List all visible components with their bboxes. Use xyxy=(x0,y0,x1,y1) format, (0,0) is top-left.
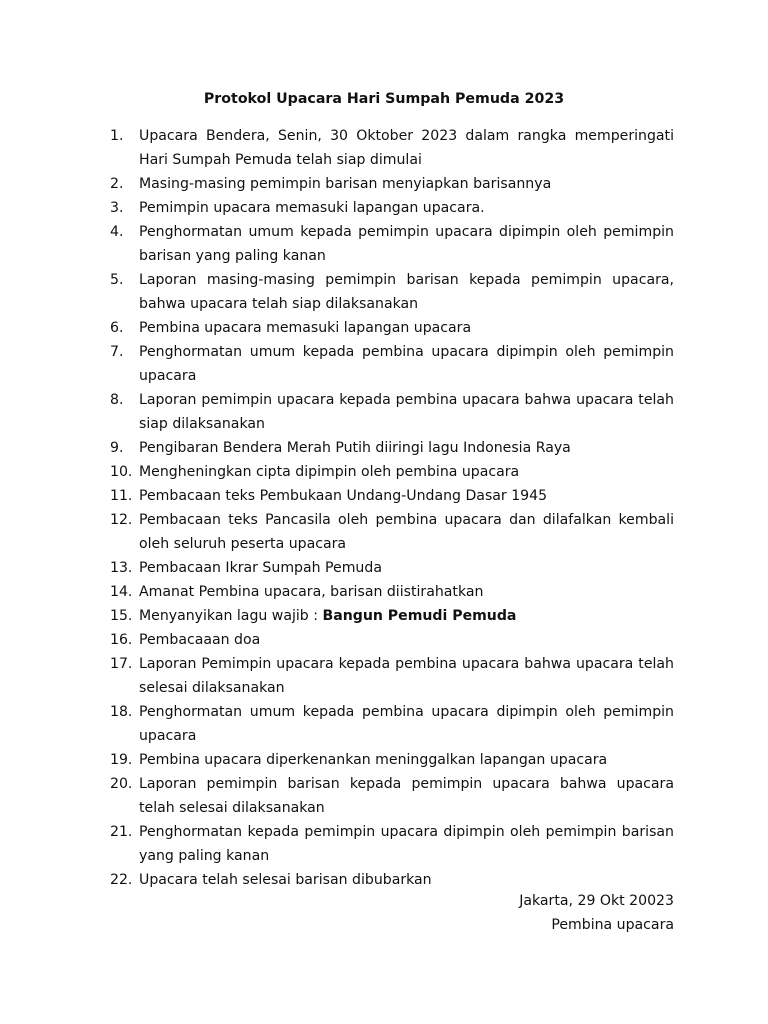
list-item-text: Menyanyikan lagu wajib : xyxy=(139,608,323,624)
list-item-number: 3. xyxy=(110,200,124,216)
list-item-text: Penghormatan kepada pemimpin upacara dipimpin oleh pemimpin barisan yang paling kanan xyxy=(139,824,674,864)
list-item-number: 9. xyxy=(110,440,124,456)
list-item-number: 4. xyxy=(110,224,124,240)
list-item xyxy=(110,580,674,604)
list-item xyxy=(110,124,674,172)
list-item xyxy=(110,652,674,700)
list-item-number: 5. xyxy=(110,272,124,288)
list-item xyxy=(110,772,674,820)
list-item-number: 11. xyxy=(110,488,133,504)
document-title: Protokol Upacara Hari Sumpah Pemuda 2023 xyxy=(203,91,565,107)
list-item-text: Masing-masing pemimpin barisan menyiapkan barisannya xyxy=(139,176,552,192)
list-item-number: 12. xyxy=(110,512,133,528)
list-item-text: Pembacaan teks Pembukaan Undang-Undang Dasar 1945 xyxy=(139,488,548,504)
list-item-text: Upacara telah selesai barisan dibubarkan xyxy=(139,872,432,888)
list-item-number: 18. xyxy=(110,704,133,720)
list-item-bold-text: Bangun Pemudi Pemuda xyxy=(322,608,517,624)
list-item-number: 22. xyxy=(110,872,133,888)
list-item-number: 1. xyxy=(110,128,124,144)
list-item-text: Pengibaran Bendera Merah Putih diiringi lagu Indonesia Raya xyxy=(139,440,571,456)
signature-block xyxy=(519,889,674,937)
list-item xyxy=(110,172,674,196)
signature-place-date: Jakarta, 29 Okt 20023 xyxy=(519,893,674,909)
list-item xyxy=(110,460,674,484)
list-item-text: Penghormatan umum kepada pembina upacara dipimpin oleh pemimpin upacara xyxy=(139,344,674,384)
list-item xyxy=(110,628,674,652)
list-item xyxy=(110,388,674,436)
list-item xyxy=(110,436,674,460)
list-item xyxy=(110,604,674,628)
list-item-text: Pembina upacara diperkenankan meninggalkan lapangan upacara xyxy=(139,752,608,768)
list-item-text: Pemimpin upacara memasuki lapangan upacara. xyxy=(139,200,485,216)
list-item-number: 16. xyxy=(110,632,133,648)
list-item-number: 10. xyxy=(110,464,133,480)
list-item-text: Pembacaaan doa xyxy=(139,632,261,648)
list-item xyxy=(110,556,674,580)
list-item-text: Pembina upacara memasuki lapangan upacara xyxy=(139,320,472,336)
list-item-text: Laporan pemimpin barisan kepada pemimpin upacara bahwa upacara telah selesai dilaksanakan xyxy=(139,776,674,816)
list-item xyxy=(110,220,674,268)
list-item xyxy=(110,820,674,868)
list-item-number: 20. xyxy=(110,776,133,792)
list-item-text: Pembacaan Ikrar Sumpah Pemuda xyxy=(139,560,382,576)
list-item-text: Penghormatan umum kepada pembina upacara dipimpin oleh pemimpin upacara xyxy=(139,704,674,744)
list-item xyxy=(110,196,674,220)
list-item-number: 2. xyxy=(110,176,124,192)
list-item-text: Penghormatan umum kepada pemimpin upacara dipimpin oleh pemimpin barisan yang paling kanan xyxy=(139,224,674,264)
list-item-text: Laporan Pemimpin upacara kepada pembina upacara bahwa upacara telah selesai dilaksanakan xyxy=(139,656,674,696)
list-item-number: 7. xyxy=(110,344,124,360)
list-item xyxy=(110,340,674,388)
list-item xyxy=(110,508,674,556)
list-item xyxy=(110,700,674,748)
list-item-text: Mengheningkan cipta dipimpin oleh pembina upacara xyxy=(139,464,520,480)
list-item-text: Laporan masing-masing pemimpin barisan kepada pemimpin upacara, bahwa upacara telah siap dilaksanakan xyxy=(139,272,674,312)
list-item-number: 13. xyxy=(110,560,133,576)
list-item-number: 14. xyxy=(110,584,133,600)
list-item-number: 17. xyxy=(110,656,133,672)
signature-role: Pembina upacara xyxy=(551,917,674,933)
list-item-number: 19. xyxy=(110,752,133,768)
list-item-number: 15. xyxy=(110,608,133,624)
list-item-number: 21. xyxy=(110,824,133,840)
list-item xyxy=(110,748,674,772)
list-item-text: Pembacaan teks Pancasila oleh pembina upacara dan dilafalkan kembali oleh seluruh peserta upacara xyxy=(139,512,674,552)
list-item-number: 6. xyxy=(110,320,124,336)
protocol-list xyxy=(110,124,674,892)
list-item-text: Laporan pemimpin upacara kepada pembina upacara bahwa upacara telah siap dilaksanakan xyxy=(139,392,674,432)
list-item xyxy=(110,316,674,340)
list-item-number: 8. xyxy=(110,392,124,408)
list-item xyxy=(110,268,674,316)
list-item-text: Amanat Pembina upacara, barisan diistirahatkan xyxy=(139,584,484,600)
list-item xyxy=(110,484,674,508)
list-item-text: Upacara Bendera, Senin, 30 Oktober 2023 dalam rangka memperingati Hari Sumpah Pemuda telah siap dimulai xyxy=(139,128,674,168)
